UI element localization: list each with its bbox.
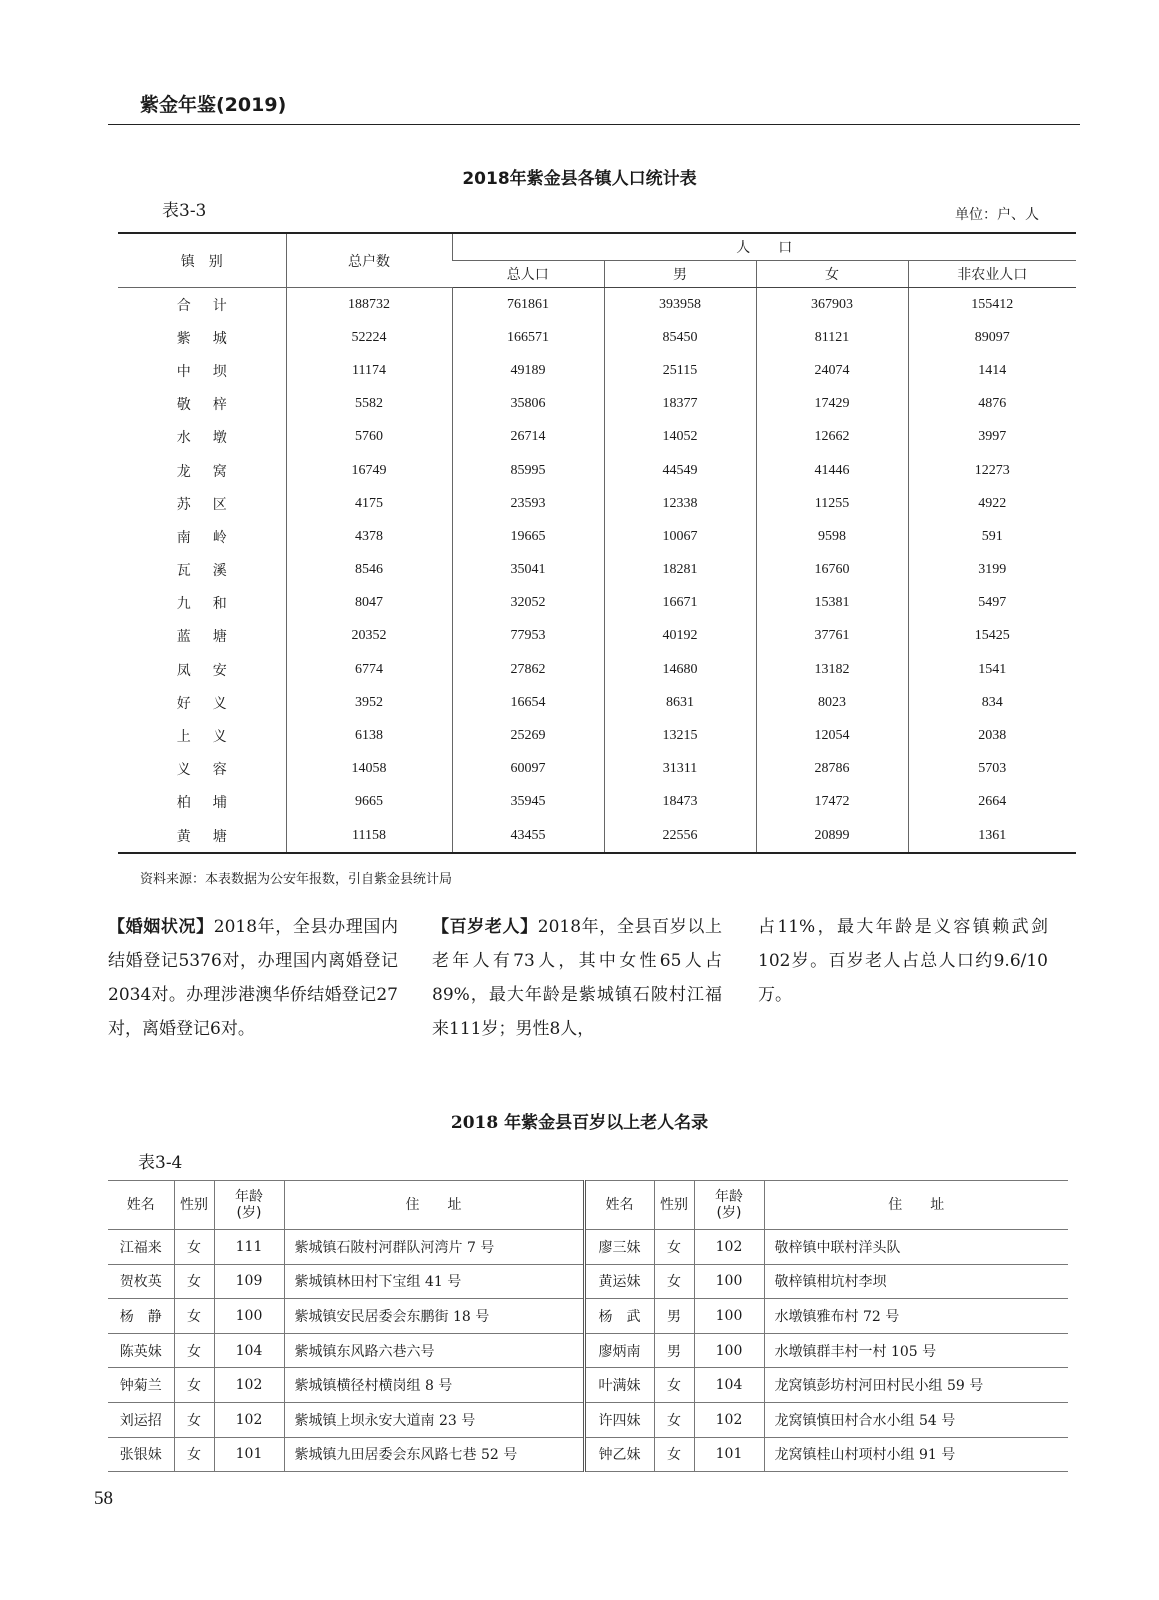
cell-households: 9665	[286, 786, 452, 819]
header-age-left: 年龄 (岁)	[214, 1181, 284, 1230]
cell-town: 南岭	[176, 529, 249, 546]
cell-address-right: 龙窝镇彭坊村河田村民小组 59 号	[764, 1368, 1068, 1403]
cell-town: 水墩	[176, 430, 249, 447]
cell-address-left: 紫城镇九田居委会东风路七巷 52 号	[284, 1437, 584, 1472]
cell-town: 黄塘	[176, 828, 249, 845]
cell-households: 5582	[286, 388, 452, 421]
cell-sex-right: 女	[654, 1264, 694, 1299]
cell-town: 凤安	[176, 662, 249, 679]
cell-female: 37761	[756, 620, 908, 653]
cell-age-left: 100	[214, 1299, 284, 1334]
table1-title: 2018年紫金县各镇人口统计表	[462, 169, 697, 189]
cell-nonagri: 2038	[908, 719, 1076, 752]
cell-total: 49189	[452, 354, 604, 387]
centenarian-paragraph	[432, 910, 722, 1046]
cell-age-right: 100	[694, 1299, 764, 1334]
cell-age-right: 101	[694, 1437, 764, 1472]
cell-town: 龙窝	[176, 463, 249, 480]
table-row	[118, 454, 1076, 487]
cell-total: 26714	[452, 421, 604, 454]
cell-age-left: 102	[214, 1402, 284, 1437]
cell-nonagri: 1414	[908, 354, 1076, 387]
header-address-right: 住 址	[764, 1181, 1068, 1230]
cell-address-left: 紫城镇石陂村河群队河湾片 7 号	[284, 1230, 584, 1265]
table-row	[118, 487, 1076, 520]
cell-nonagri: 3997	[908, 421, 1076, 454]
table-row	[118, 786, 1076, 819]
table2-title: 2018 年紫金县百岁以上老人名录	[450, 1113, 709, 1133]
header-population: 人 口	[452, 233, 1076, 261]
cell-male: 393958	[604, 288, 756, 322]
table-row	[118, 554, 1076, 587]
cell-male: 18281	[604, 554, 756, 587]
cell-households: 6138	[286, 719, 452, 752]
cell-total: 27862	[452, 653, 604, 686]
cell-male: 12338	[604, 487, 756, 520]
cell-age-right: 104	[694, 1368, 764, 1403]
cell-total: 35041	[452, 554, 604, 587]
table-row	[118, 354, 1076, 387]
cell-households: 11174	[286, 354, 452, 387]
cell-age-left: 101	[214, 1437, 284, 1472]
cell-female: 8023	[756, 686, 908, 719]
cell-nonagri: 1541	[908, 653, 1076, 686]
cell-male: 18473	[604, 786, 756, 819]
centenarian-body: 2018年，全县百岁以上老年人有73人，其中女性65人占89%，最大年龄是紫城镇石陂村江福来111岁；男性8人，	[432, 917, 723, 1039]
table-row	[108, 1402, 1068, 1437]
table-row	[118, 819, 1076, 853]
cell-age-left: 109	[214, 1264, 284, 1299]
cell-nonagri: 12273	[908, 454, 1076, 487]
cell-nonagri: 834	[908, 686, 1076, 719]
cell-households: 11158	[286, 819, 452, 853]
cell-sex-left: 女	[174, 1264, 214, 1299]
table-row	[108, 1437, 1068, 1472]
cell-name-right: 叶满妹	[584, 1368, 654, 1403]
cell-total: 85995	[452, 454, 604, 487]
cell-male: 44549	[604, 454, 756, 487]
cell-age-right: 102	[694, 1402, 764, 1437]
cell-male: 22556	[604, 819, 756, 853]
cell-address-left: 紫城镇横径村横岗组 8 号	[284, 1368, 584, 1403]
cell-name-right: 杨 武	[584, 1299, 654, 1334]
cell-sex-right: 女	[654, 1402, 694, 1437]
cell-name-left: 贺枚英	[108, 1264, 174, 1299]
cell-male: 8631	[604, 686, 756, 719]
cell-female: 24074	[756, 354, 908, 387]
table1-unit: 单位：户、人	[955, 207, 1039, 223]
cell-sex-left: 女	[174, 1368, 214, 1403]
table-row	[118, 686, 1076, 719]
table-row	[118, 719, 1076, 752]
cell-female: 12054	[756, 719, 908, 752]
cell-female: 12662	[756, 421, 908, 454]
cell-female: 17472	[756, 786, 908, 819]
cell-households: 20352	[286, 620, 452, 653]
cell-address-left: 紫城镇安民居委会东鹏街 18 号	[284, 1299, 584, 1334]
cell-female: 20899	[756, 819, 908, 853]
marriage-body: 2018年，全县办理国内结婚登记5376对，办理国内离婚登记2034对。办理涉港澳华侨结婚登记27对，离婚登记6对。	[108, 917, 399, 1039]
cell-name-left: 江福来	[108, 1230, 174, 1265]
cell-age-left: 102	[214, 1368, 284, 1403]
cell-total: 77953	[452, 620, 604, 653]
cell-total: 60097	[452, 753, 604, 786]
table-row	[118, 288, 1076, 322]
cell-male: 14052	[604, 421, 756, 454]
cell-households: 4175	[286, 487, 452, 520]
cell-male: 13215	[604, 719, 756, 752]
cell-town: 上义	[176, 729, 249, 746]
cell-nonagri: 4922	[908, 487, 1076, 520]
cell-nonagri: 15425	[908, 620, 1076, 653]
cell-name-left: 陈英妹	[108, 1333, 174, 1368]
cell-sex-left: 女	[174, 1402, 214, 1437]
cell-female: 9598	[756, 520, 908, 553]
table-row	[108, 1368, 1068, 1403]
cell-female: 81121	[756, 321, 908, 354]
cell-households: 5760	[286, 421, 452, 454]
table-row	[118, 421, 1076, 454]
table1-number: 表3-3	[162, 201, 207, 221]
cell-address-left: 紫城镇上坝永安大道南 23 号	[284, 1402, 584, 1437]
cell-total: 16654	[452, 686, 604, 719]
cell-female: 13182	[756, 653, 908, 686]
cell-sex-right: 女	[654, 1437, 694, 1472]
cell-female: 367903	[756, 288, 908, 322]
table2-number: 表3-4	[138, 1153, 183, 1173]
cell-households: 8047	[286, 587, 452, 620]
table-row	[108, 1230, 1068, 1265]
cell-sex-right: 女	[654, 1368, 694, 1403]
cell-age-right: 100	[694, 1264, 764, 1299]
cell-nonagri: 4876	[908, 388, 1076, 421]
cell-address-right: 水墩镇群丰村一村 105 号	[764, 1333, 1068, 1368]
header-age-right: 年龄 (岁)	[694, 1181, 764, 1230]
cell-sex-right: 女	[654, 1230, 694, 1265]
table-row	[108, 1299, 1068, 1334]
table-row	[118, 520, 1076, 553]
cell-total: 35945	[452, 786, 604, 819]
cell-address-left: 紫城镇东风路六巷六号	[284, 1333, 584, 1368]
header-male: 男	[604, 261, 756, 288]
cell-name-right: 许四妹	[584, 1402, 654, 1437]
cell-total: 23593	[452, 487, 604, 520]
cell-town: 苏区	[176, 496, 249, 513]
header-female: 女	[756, 261, 908, 288]
cell-name-left: 张银妹	[108, 1437, 174, 1472]
cell-address-left: 紫城镇林田村下宝组 41 号	[284, 1264, 584, 1299]
header-nonagri: 非农业人口	[908, 261, 1076, 288]
header-name-right: 姓名	[584, 1181, 654, 1230]
cell-total: 25269	[452, 719, 604, 752]
cell-households: 3952	[286, 686, 452, 719]
cell-total: 43455	[452, 819, 604, 853]
table-row	[108, 1333, 1068, 1368]
cell-name-right: 黄运妹	[584, 1264, 654, 1299]
cell-sex-left: 女	[174, 1333, 214, 1368]
header-total: 总人口	[452, 261, 604, 288]
cell-households: 52224	[286, 321, 452, 354]
cell-age-left: 111	[214, 1230, 284, 1265]
cell-name-left: 刘运招	[108, 1402, 174, 1437]
table-row	[108, 1264, 1068, 1299]
cell-town: 瓦溪	[176, 563, 249, 580]
table-row	[118, 388, 1076, 421]
cell-households: 6774	[286, 653, 452, 686]
cell-town: 中坝	[176, 363, 249, 380]
cell-town: 蓝塘	[176, 629, 249, 646]
cell-name-right: 钟乙妹	[584, 1437, 654, 1472]
header-address-left: 住 址	[284, 1181, 584, 1230]
cell-age-left: 104	[214, 1333, 284, 1368]
cell-female: 15381	[756, 587, 908, 620]
cell-sex-right: 男	[654, 1333, 694, 1368]
cell-male: 10067	[604, 520, 756, 553]
cell-age-right: 102	[694, 1230, 764, 1265]
table-row	[118, 587, 1076, 620]
cell-town: 合计	[176, 297, 249, 314]
table-row	[118, 653, 1076, 686]
cell-town: 九和	[176, 596, 249, 613]
cell-nonagri: 3199	[908, 554, 1076, 587]
header-sex-right: 性别	[654, 1181, 694, 1230]
cell-female: 41446	[756, 454, 908, 487]
cell-households: 14058	[286, 753, 452, 786]
table-row	[118, 321, 1076, 354]
header-town: 镇 别	[118, 233, 286, 288]
cell-town: 柏埔	[176, 795, 249, 812]
cell-name-left: 钟菊兰	[108, 1368, 174, 1403]
cell-age-right: 100	[694, 1333, 764, 1368]
cell-female: 16760	[756, 554, 908, 587]
cell-town: 义容	[176, 762, 249, 779]
cell-nonagri: 591	[908, 520, 1076, 553]
cell-total: 761861	[452, 288, 604, 322]
centenarian-table	[108, 1180, 1068, 1472]
cell-sex-right: 男	[654, 1299, 694, 1334]
header-sex-left: 性别	[174, 1181, 214, 1230]
cell-male: 18377	[604, 388, 756, 421]
marriage-title: 【婚姻状况】	[108, 917, 214, 937]
cell-nonagri: 2664	[908, 786, 1076, 819]
cell-name-right: 廖炳南	[584, 1333, 654, 1368]
cell-address-right: 水墩镇雅布村 72 号	[764, 1299, 1068, 1334]
cell-male: 14680	[604, 653, 756, 686]
cell-address-right: 敬梓镇中联村洋头队	[764, 1230, 1068, 1265]
table-row	[118, 753, 1076, 786]
centenarian-title: 【百岁老人】	[432, 917, 538, 937]
cell-households: 188732	[286, 288, 452, 322]
cell-nonagri: 5497	[908, 587, 1076, 620]
cell-nonagri: 89097	[908, 321, 1076, 354]
cell-sex-left: 女	[174, 1230, 214, 1265]
cell-nonagri: 5703	[908, 753, 1076, 786]
cell-sex-left: 女	[174, 1437, 214, 1472]
cell-address-right: 龙窝镇桂山村项村小组 91 号	[764, 1437, 1068, 1472]
cell-total: 166571	[452, 321, 604, 354]
cell-male: 31311	[604, 753, 756, 786]
cell-total: 19665	[452, 520, 604, 553]
cell-male: 40192	[604, 620, 756, 653]
table1-source: 资料来源：本表数据为公安年报数，引自紫金县统计局	[140, 872, 453, 887]
centenarian-body-cont: 占11%，最大年龄是义容镇赖武剑102岁。百岁老人占总人口约9.6/10万。	[758, 917, 1048, 1005]
centenarian-paragraph-cont	[758, 910, 1048, 1012]
page-number: 58	[94, 1488, 113, 1509]
table-row	[118, 620, 1076, 653]
cell-address-right: 龙窝镇慎田村合水小组 54 号	[764, 1402, 1068, 1437]
cell-households: 8546	[286, 554, 452, 587]
cell-nonagri: 155412	[908, 288, 1076, 322]
cell-male: 85450	[604, 321, 756, 354]
cell-total: 35806	[452, 388, 604, 421]
cell-town: 好义	[176, 695, 249, 712]
cell-town: 紫城	[176, 330, 249, 347]
population-table	[118, 232, 1076, 854]
cell-households: 4378	[286, 520, 452, 553]
header-households: 总户数	[286, 233, 452, 288]
cell-address-right: 敬梓镇柑坑村李坝	[764, 1264, 1068, 1299]
cell-female: 17429	[756, 388, 908, 421]
running-head: 紫金年鉴(2019)	[140, 94, 287, 116]
cell-town: 敬梓	[176, 397, 249, 414]
cell-male: 16671	[604, 587, 756, 620]
cell-female: 11255	[756, 487, 908, 520]
header-name-left: 姓名	[108, 1181, 174, 1230]
cell-name-left: 杨 静	[108, 1299, 174, 1334]
header-rule	[108, 124, 1080, 125]
cell-total: 32052	[452, 587, 604, 620]
cell-female: 28786	[756, 753, 908, 786]
cell-male: 25115	[604, 354, 756, 387]
cell-sex-left: 女	[174, 1299, 214, 1334]
cell-nonagri: 1361	[908, 819, 1076, 853]
cell-households: 16749	[286, 454, 452, 487]
marriage-paragraph	[108, 910, 398, 1046]
cell-name-right: 廖三妹	[584, 1230, 654, 1265]
